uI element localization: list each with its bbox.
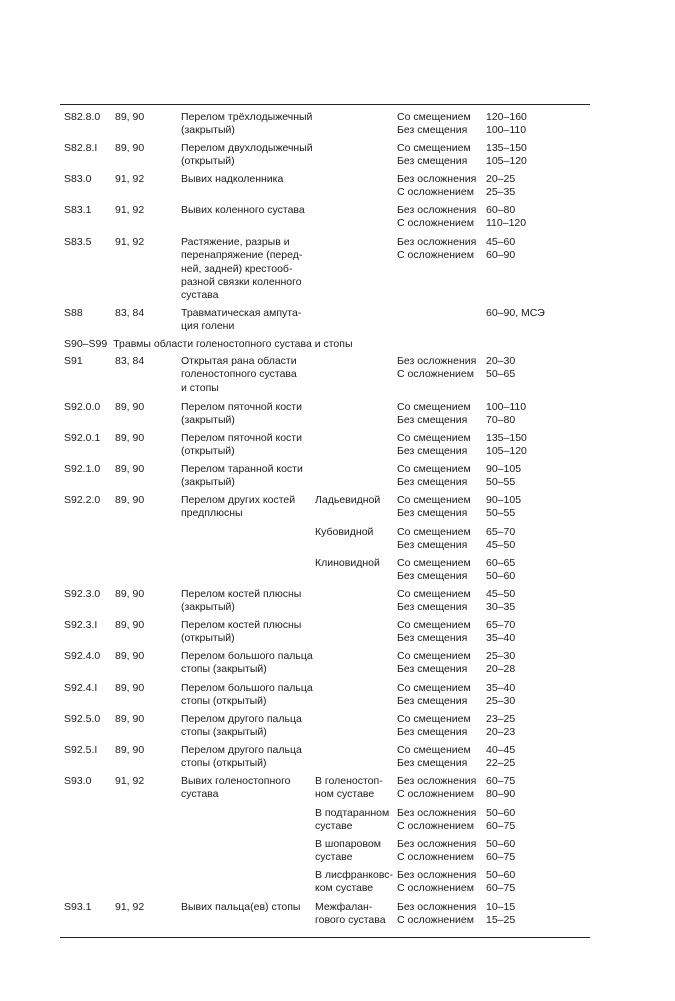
localization-cell: [315, 869, 393, 896]
duration-cell: [486, 526, 515, 553]
duration-line: 60–90, МСЭ: [486, 307, 545, 319]
diagnosis-name-line: Открытая рана области: [181, 355, 297, 367]
duration-line: 90–105: [486, 463, 522, 475]
condition-line: Без осложнения: [397, 173, 477, 185]
localization-line: гового сустава: [315, 914, 386, 927]
duration-cell: [486, 619, 515, 646]
diagnosis-name-line: Перелом таранной кости: [181, 463, 303, 475]
duration-line: 70–80: [486, 414, 516, 427]
condition-line: Без смещения: [397, 414, 468, 427]
condition-line: Со смещением: [397, 111, 471, 123]
duration-line: 20–30: [486, 355, 516, 367]
duration-line: 65–70: [486, 526, 516, 538]
page-ref: 89, 90: [115, 111, 145, 123]
condition-line: Без осложнения: [397, 775, 477, 787]
duration-line: 60–80: [486, 204, 516, 216]
icd-code: S83.5: [64, 236, 92, 248]
condition-line: Без смещения: [397, 445, 468, 458]
diagnosis-name-line: разной связки коленного: [181, 275, 302, 288]
condition-line: Без смещения: [397, 570, 468, 583]
condition-line: Со смещением: [397, 557, 471, 569]
duration-line: 60–65: [486, 557, 516, 569]
icd-code: S88: [64, 307, 83, 319]
diagnosis-name-line: Перелом другого пальца: [181, 744, 302, 756]
diagnosis-name-line: Вывих пальца(ев) стопы: [181, 901, 301, 913]
diagnosis-name-line: (открытый): [181, 632, 235, 645]
condition-cell: [397, 111, 471, 138]
duration-cell: [486, 557, 515, 584]
duration-line: 50–55: [486, 507, 516, 520]
page-ref: 89, 90: [115, 744, 145, 756]
diagnosis-name-line: Перелом большого пальца: [181, 650, 313, 662]
condition-cell: [397, 432, 471, 459]
duration-cell: [486, 432, 527, 459]
localization-line: Кубовидной: [315, 526, 374, 538]
diagnosis-name-line: предплюсны: [181, 507, 243, 520]
duration-cell: [486, 142, 527, 169]
top-rule: [60, 104, 590, 105]
duration-cell: [486, 901, 515, 928]
condition-cell: [397, 682, 471, 709]
page-ref: 89, 90: [115, 619, 145, 631]
condition-line: Без смещения: [397, 757, 468, 770]
condition-line: Без смещения: [397, 632, 468, 645]
duration-cell: [486, 204, 526, 231]
localization-line: Межфалан-: [315, 901, 373, 913]
condition-line: Со смещением: [397, 650, 471, 662]
diagnosis-name-line: (закрытый): [181, 414, 235, 427]
condition-line: С осложнением: [397, 217, 474, 230]
page-ref: 89, 90: [115, 142, 145, 154]
diagnosis-name-cell: [181, 307, 301, 334]
condition-line: Со смещением: [397, 713, 471, 725]
duration-cell: [486, 307, 545, 320]
condition-line: Со смещением: [397, 526, 471, 538]
diagnosis-name-line: и стопы: [181, 381, 219, 394]
condition-cell: [397, 142, 471, 169]
diagnosis-name-line: сустава: [181, 289, 219, 302]
diagnosis-name-line: Перелом костей плюсны: [181, 588, 302, 600]
diagnosis-name-line: Перелом другого пальца: [181, 713, 302, 725]
icd-code: S92.0.1: [64, 432, 101, 444]
page-ref: 89, 90: [115, 463, 145, 475]
condition-line: Без смещения: [397, 695, 468, 708]
condition-line: С осложнением: [397, 186, 474, 199]
condition-line: Без смещения: [397, 539, 468, 552]
localization-cell: [315, 494, 380, 507]
duration-cell: [486, 588, 515, 615]
diagnosis-name-cell: [181, 588, 301, 615]
page-ref: 89, 90: [115, 432, 145, 444]
page-ref: 89, 90: [115, 713, 145, 725]
duration-line: 105–120: [486, 155, 527, 168]
condition-line: Без смещения: [397, 507, 468, 520]
icd-code: S92.5.0: [64, 713, 101, 725]
condition-line: Без осложнения: [397, 838, 477, 850]
condition-cell: [397, 713, 471, 740]
duration-line: 90–105: [486, 494, 522, 506]
diagnosis-name-cell: [181, 111, 312, 138]
condition-line: С осложнением: [397, 249, 474, 262]
duration-cell: [486, 401, 526, 428]
duration-line: 23–25: [486, 713, 516, 725]
duration-line: 50–65: [486, 368, 516, 381]
condition-line: Без осложнения: [397, 355, 477, 367]
condition-line: Со смещением: [397, 142, 471, 154]
condition-line: Без осложнения: [397, 204, 477, 216]
diagnosis-name-line: Перелом двухлодыжечный: [181, 142, 313, 154]
icd-code: S92.3.0: [64, 588, 101, 600]
condition-line: Со смещением: [397, 432, 471, 444]
condition-line: Без осложнения: [397, 236, 477, 248]
condition-cell: [397, 775, 476, 802]
duration-line: 110–120: [486, 217, 527, 230]
condition-line: Без смещения: [397, 663, 468, 676]
duration-cell: [486, 838, 515, 865]
diagnosis-name-line: Вывих надколенника: [181, 173, 284, 185]
diagnosis-name-line: стопы (открытый): [181, 757, 267, 770]
condition-cell: [397, 869, 476, 896]
duration-line: 50–55: [486, 476, 516, 489]
icd-code: S92.4.0: [64, 650, 101, 662]
diagnosis-name-cell: [181, 142, 313, 169]
condition-cell: [397, 901, 476, 928]
diagnosis-name-cell: [181, 204, 305, 217]
icd-code: S93.1: [64, 901, 92, 913]
diagnosis-name-cell: [181, 682, 313, 709]
condition-line: С осложнением: [397, 368, 474, 381]
condition-line: Без смещения: [397, 476, 468, 489]
condition-line: Без осложнения: [397, 901, 477, 913]
diagnosis-name-cell: [181, 650, 313, 677]
duration-line: 35–40: [486, 682, 516, 694]
condition-line: Без смещения: [397, 155, 468, 168]
page-ref: 83, 84: [115, 307, 145, 319]
localization-line: суставе: [315, 851, 353, 864]
diagnosis-name-line: Перелом костей плюсны: [181, 619, 302, 631]
page-ref: 83, 84: [115, 355, 145, 367]
diagnosis-name-line: (закрытый): [181, 601, 235, 614]
section-heading: [64, 338, 353, 351]
diagnosis-name-line: перенапряжение (перед-: [181, 249, 303, 262]
duration-cell: [486, 775, 515, 802]
localization-line: суставе: [315, 820, 353, 833]
condition-cell: [397, 650, 471, 677]
diagnosis-name-line: стопы (открытый): [181, 695, 267, 708]
icd-code: S93.0: [64, 775, 92, 787]
duration-line: 10–15: [486, 901, 516, 913]
duration-line: 20–23: [486, 726, 516, 739]
bottom-rule: [60, 937, 590, 938]
condition-cell: [397, 557, 471, 584]
duration-line: 50–60: [486, 838, 516, 850]
diagnosis-name-cell: [181, 432, 302, 459]
icd-code: S91: [64, 355, 83, 367]
duration-line: 60–75: [486, 820, 516, 833]
duration-cell: [486, 713, 515, 740]
duration-cell: [486, 650, 515, 677]
diagnosis-name-cell: [181, 775, 291, 802]
diagnosis-name-line: ней, задней) крестооб-: [181, 262, 293, 275]
duration-line: 40–45: [486, 744, 516, 756]
icd-code: S82.8.I: [64, 142, 98, 154]
localization-line: ком суставе: [315, 882, 374, 895]
page-ref: 91, 92: [115, 901, 145, 913]
condition-line: С осложнением: [397, 820, 474, 833]
duration-line: 135–150: [486, 142, 527, 154]
diagnosis-name-cell: [181, 494, 295, 521]
duration-line: 100–110: [486, 124, 527, 137]
diagnosis-name-line: Перелом других костей: [181, 494, 296, 506]
localization-cell: [315, 775, 383, 802]
page-ref: 89, 90: [115, 494, 145, 506]
page-ref: 89, 90: [115, 401, 145, 413]
duration-cell: [486, 355, 515, 382]
duration-line: 80–90: [486, 788, 516, 801]
condition-cell: [397, 744, 471, 771]
diagnosis-name-line: Растяжение, разрыв и: [181, 236, 290, 248]
icd-code: S92.3.I: [64, 619, 98, 631]
duration-line: 20–25: [486, 173, 516, 185]
condition-line: Со смещением: [397, 619, 471, 631]
duration-line: 35–40: [486, 632, 516, 645]
duration-line: 50–60: [486, 570, 516, 583]
duration-line: 60–75: [486, 851, 516, 864]
localization-cell: [315, 838, 381, 865]
diagnosis-name-cell: [181, 744, 302, 771]
condition-line: Без осложнения: [397, 807, 477, 819]
duration-line: 105–120: [486, 445, 527, 458]
diagnosis-name-line: (закрытый): [181, 124, 235, 137]
page-ref: 91, 92: [115, 775, 145, 787]
localization-line: В шопаровом: [315, 838, 381, 850]
condition-cell: [397, 588, 471, 615]
duration-line: 120–160: [486, 111, 527, 123]
condition-line: Без смещения: [397, 601, 468, 614]
diagnosis-name-cell: [181, 173, 283, 186]
diagnosis-name-line: (открытый): [181, 155, 235, 168]
page-ref: 91, 92: [115, 236, 145, 248]
page-ref: 91, 92: [115, 173, 145, 185]
duration-line: 22–25: [486, 757, 516, 770]
icd-code: S82.8.0: [64, 111, 101, 123]
localization-line: В голеностоп-: [315, 775, 383, 787]
condition-cell: [397, 355, 476, 382]
localization-line: В лисфранковс-: [315, 869, 394, 881]
duration-line: 25–30: [486, 695, 516, 708]
condition-cell: [397, 173, 476, 200]
duration-line: 45–50: [486, 588, 516, 600]
duration-cell: [486, 111, 527, 138]
localization-line: Ладьевидной: [315, 494, 381, 506]
diagnosis-name-line: голеностопного сустава: [181, 368, 297, 381]
condition-line: Со смещением: [397, 463, 471, 475]
diagnosis-name-cell: [181, 463, 303, 490]
diagnosis-name-line: Вывих голеностопного: [181, 775, 291, 787]
localization-line: Клиновидной: [315, 557, 380, 569]
duration-cell: [486, 682, 515, 709]
localization-cell: [315, 557, 380, 570]
duration-line: 60–90: [486, 249, 516, 262]
condition-line: Со смещением: [397, 588, 471, 600]
diagnosis-name-cell: [181, 713, 302, 740]
page-ref: 89, 90: [115, 682, 145, 694]
section-title: Травмы области голеностопного сустава и стопы: [113, 338, 353, 350]
condition-line: Со смещением: [397, 401, 471, 413]
diagnosis-name-line: Травматическая ампута-: [181, 307, 302, 319]
diagnosis-name-cell: [181, 401, 302, 428]
diagnosis-name-line: Перелом пяточной кости: [181, 401, 302, 413]
duration-line: 30–35: [486, 601, 516, 614]
icd-code: S92.2.0: [64, 494, 101, 506]
diagnosis-name-cell: [181, 619, 301, 646]
condition-cell: [397, 204, 476, 231]
duration-cell: [486, 807, 515, 834]
condition-line: Со смещением: [397, 494, 471, 506]
duration-line: 65–70: [486, 619, 516, 631]
diagnosis-name-line: стопы (закрытый): [181, 663, 267, 676]
diagnosis-name-line: Перелом трёхлодыжечный: [181, 111, 313, 123]
condition-cell: [397, 807, 476, 834]
duration-line: 100–110: [486, 401, 527, 413]
localization-cell: [315, 526, 373, 539]
condition-line: Без смещения: [397, 726, 468, 739]
icd-code: S83.1: [64, 204, 92, 216]
section-code: S90–S99: [64, 338, 108, 350]
condition-line: С осложнением: [397, 851, 474, 864]
duration-cell: [486, 869, 515, 896]
condition-line: Со смещением: [397, 682, 471, 694]
diagnosis-name-line: (закрытый): [181, 476, 235, 489]
condition-cell: [397, 401, 471, 428]
condition-cell: [397, 838, 476, 865]
duration-cell: [486, 236, 515, 263]
duration-line: 135–150: [486, 432, 527, 444]
icd-code: S92.4.I: [64, 682, 98, 694]
diagnosis-name-line: Вывих коленного сустава: [181, 204, 305, 216]
duration-line: 25–30: [486, 650, 516, 662]
diagnosis-name-line: ция голени: [181, 320, 235, 333]
diagnosis-name-line: сустава: [181, 788, 219, 801]
diagnosis-name-line: Перелом большого пальца: [181, 682, 313, 694]
condition-cell: [397, 619, 471, 646]
localization-line: В подтаранном: [315, 807, 390, 819]
page-ref: 91, 92: [115, 204, 145, 216]
condition-cell: [397, 526, 471, 553]
diagnosis-name-cell: [181, 355, 297, 395]
duration-line: 45–60: [486, 236, 516, 248]
duration-line: 20–28: [486, 663, 516, 676]
page-ref: 89, 90: [115, 650, 145, 662]
diagnosis-name-line: Перелом пяточной кости: [181, 432, 302, 444]
duration-line: 60–75: [486, 882, 516, 895]
duration-cell: [486, 744, 515, 771]
icd-code: S92.5.I: [64, 744, 98, 756]
condition-cell: [397, 463, 471, 490]
duration-line: 50–60: [486, 869, 516, 881]
condition-line: Без осложнения: [397, 869, 477, 881]
duration-line: 25–35: [486, 186, 516, 199]
condition-line: С осложнением: [397, 882, 474, 895]
page-ref: 89, 90: [115, 588, 145, 600]
condition-line: Без смещения: [397, 124, 468, 137]
condition-line: С осложнением: [397, 788, 474, 801]
localization-cell: [315, 807, 389, 834]
icd-code: S92.0.0: [64, 401, 101, 413]
diagnosis-name-cell: [181, 901, 300, 914]
duration-cell: [486, 173, 515, 200]
duration-line: 50–60: [486, 807, 516, 819]
localization-line: ном суставе: [315, 788, 375, 801]
diagnosis-name-line: (открытый): [181, 445, 235, 458]
diagnosis-name-cell: [181, 236, 302, 302]
duration-line: 45–50: [486, 539, 516, 552]
condition-line: Со смещением: [397, 744, 471, 756]
localization-cell: [315, 901, 386, 928]
duration-cell: [486, 494, 521, 521]
diagnosis-name-line: стопы (закрытый): [181, 726, 267, 739]
icd-code: S92.1.0: [64, 463, 101, 475]
condition-line: С осложнением: [397, 914, 474, 927]
condition-cell: [397, 236, 476, 263]
duration-line: 60–75: [486, 775, 516, 787]
icd-code: S83.0: [64, 173, 92, 185]
duration-line: 15–25: [486, 914, 516, 927]
condition-cell: [397, 494, 471, 521]
duration-cell: [486, 463, 521, 490]
